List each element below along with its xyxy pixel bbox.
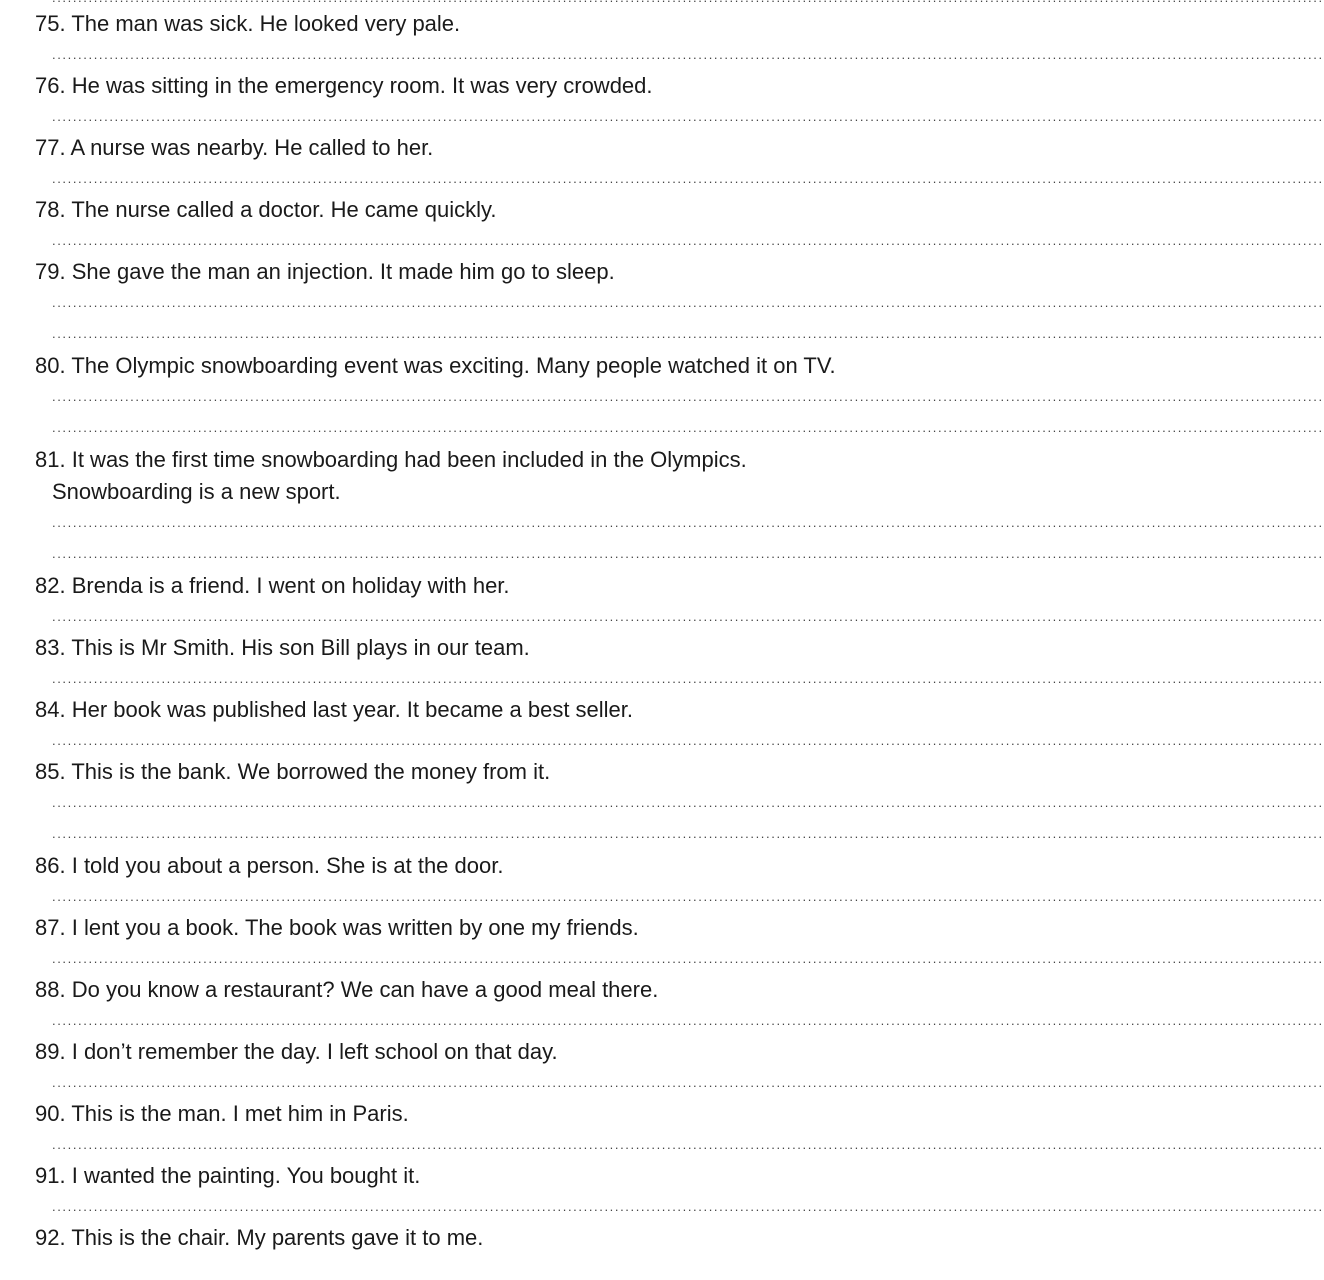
question-number: 75. — [35, 11, 66, 36]
question-text: This is the chair. My parents gave it to me. — [71, 1225, 484, 1250]
question-number: 92. — [35, 1225, 66, 1250]
question-87 — [0, 912, 1024, 944]
question-text: She gave the man an injection. It made him go to sleep. — [71, 259, 615, 284]
answer-line-continuation[interactable]: .................................................................................................................................................................................................................................................... — [52, 420, 1324, 435]
question-text: I don’t remember the day. I left school on that day. — [71, 1039, 558, 1064]
question-number: 83. — [35, 635, 66, 660]
question-text: Brenda is a friend. I went on holiday with her. — [71, 573, 510, 598]
exercise-item-76 — [0, 70, 1324, 132]
question-text: The man was sick. He looked very pale. — [71, 11, 461, 36]
question-number: 84. — [35, 697, 66, 722]
exercise-item-80 — [0, 350, 1324, 444]
answer-line[interactable]: .................................................................................................................................................................................................................................................... — [52, 47, 1324, 62]
question-number: 77. — [35, 135, 66, 160]
exercise-item-82 — [0, 570, 1324, 632]
question-text: I lent you a book. The book was written by one my friends. — [71, 915, 639, 940]
exercise-item-85 — [0, 756, 1324, 850]
question-81 — [0, 444, 1024, 508]
answer-line[interactable]: .................................................................................................................................................................................................................................................... — [52, 171, 1324, 186]
question-text: He was sitting in the emergency room. It was very crowded. — [71, 73, 653, 98]
question-82 — [0, 570, 1024, 602]
question-number: 81. — [35, 447, 66, 472]
answer-line[interactable]: .................................................................................................................................................................................................................................................... — [52, 233, 1324, 248]
question-number: 76. — [35, 73, 66, 98]
question-text: This is the bank. We borrowed the money from it. — [71, 759, 551, 784]
question-number: 86. — [35, 853, 66, 878]
question-text: I wanted the painting. You bought it. — [71, 1163, 421, 1188]
question-number: 90. — [35, 1101, 66, 1126]
question-80 — [0, 350, 1024, 382]
question-text: It was the first time snowboarding had been included in the Olympics. — [71, 447, 747, 472]
answer-line[interactable]: .................................................................................................................................................................................................................................................... — [52, 1013, 1324, 1028]
exercise-item-75 — [0, 8, 1324, 70]
question-text: Do you know a restaurant? We can have a good meal there. — [71, 977, 659, 1002]
question-77 — [0, 132, 1024, 164]
question-84 — [0, 694, 1024, 726]
exercise-item-83 — [0, 632, 1324, 694]
question-88 — [0, 974, 1024, 1006]
answer-line[interactable]: .................................................................................................................................................................................................................................................... — [52, 609, 1324, 624]
question-text: Her book was published last year. It became a best seller. — [71, 697, 634, 722]
answer-line-previous — [52, 0, 857, 4]
exercise-item-91 — [0, 1160, 1324, 1222]
question-text-line2: Snowboarding is a new sport. — [52, 479, 341, 504]
question-86 — [0, 850, 1024, 882]
answer-line[interactable]: .................................................................................................................................................................................................................................................... — [52, 1075, 1324, 1090]
answer-line-continuation[interactable]: .................................................................................................................................................................................................................................................... — [52, 546, 1324, 561]
answer-line[interactable]: .................................................................................................................................................................................................................................................... — [52, 295, 1324, 310]
question-76 — [0, 70, 1024, 102]
question-number: 88. — [35, 977, 66, 1002]
answer-line[interactable]: .................................................................................................................................................................................................................................................... — [52, 389, 1324, 404]
question-number: 91. — [35, 1163, 66, 1188]
exercise-item-87 — [0, 912, 1324, 974]
exercise-item-78 — [0, 194, 1324, 256]
exercise-sheet — [0, 8, 1324, 1254]
question-text: This is the man. I met him in Paris. — [71, 1101, 409, 1126]
exercise-item-81 — [0, 444, 1324, 570]
question-number: 79. — [35, 259, 66, 284]
question-92 — [0, 1222, 1024, 1254]
answer-line-continuation[interactable]: .................................................................................................................................................................................................................................................... — [52, 326, 1324, 341]
question-number: 78. — [35, 197, 66, 222]
exercise-item-84 — [0, 694, 1324, 756]
answer-line[interactable]: .................................................................................................................................................................................................................................................... — [52, 733, 1324, 748]
question-number: 89. — [35, 1039, 66, 1064]
question-83 — [0, 632, 1024, 664]
exercise-item-90 — [0, 1098, 1324, 1160]
exercise-item-88 — [0, 974, 1324, 1036]
question-text: A nurse was nearby. He called to her. — [70, 135, 434, 160]
question-number: 87. — [35, 915, 66, 940]
answer-line[interactable]: .................................................................................................................................................................................................................................................... — [52, 109, 1324, 124]
answer-line[interactable]: .................................................................................................................................................................................................................................................... — [52, 515, 1324, 530]
exercise-item-79 — [0, 256, 1324, 350]
answer-line[interactable]: .................................................................................................................................................................................................................................................... — [52, 951, 1324, 966]
question-text: I told you about a person. She is at the door. — [71, 853, 504, 878]
answer-line-continuation[interactable]: .................................................................................................................................................................................................................................................... — [52, 826, 1324, 841]
question-78 — [0, 194, 1024, 226]
answer-line[interactable]: .................................................................................................................................................................................................................................................... — [52, 671, 1324, 686]
question-text: This is Mr Smith. His son Bill plays in our team. — [71, 635, 530, 660]
question-text: The nurse called a doctor. He came quickly. — [71, 197, 497, 222]
question-number: 85. — [35, 759, 66, 784]
question-number: 82. — [35, 573, 66, 598]
exercise-item-77 — [0, 132, 1324, 194]
question-text: The Olympic snowboarding event was exciting. Many people watched it on TV. — [71, 353, 836, 378]
question-91 — [0, 1160, 1024, 1192]
question-85 — [0, 756, 1024, 788]
question-89 — [0, 1036, 1024, 1068]
answer-line[interactable]: .................................................................................................................................................................................................................................................... — [52, 1199, 1324, 1214]
question-79 — [0, 256, 1024, 288]
question-90 — [0, 1098, 1024, 1130]
exercise-item-86 — [0, 850, 1324, 912]
question-75 — [0, 8, 1024, 40]
exercise-item-92 — [0, 1222, 1024, 1254]
answer-line[interactable]: .................................................................................................................................................................................................................................................... — [52, 1137, 1324, 1152]
answer-line[interactable]: .................................................................................................................................................................................................................................................... — [52, 889, 1324, 904]
question-number: 80. — [35, 353, 66, 378]
exercise-item-89 — [0, 1036, 1324, 1098]
answer-line[interactable]: .................................................................................................................................................................................................................................................... — [52, 795, 1324, 810]
